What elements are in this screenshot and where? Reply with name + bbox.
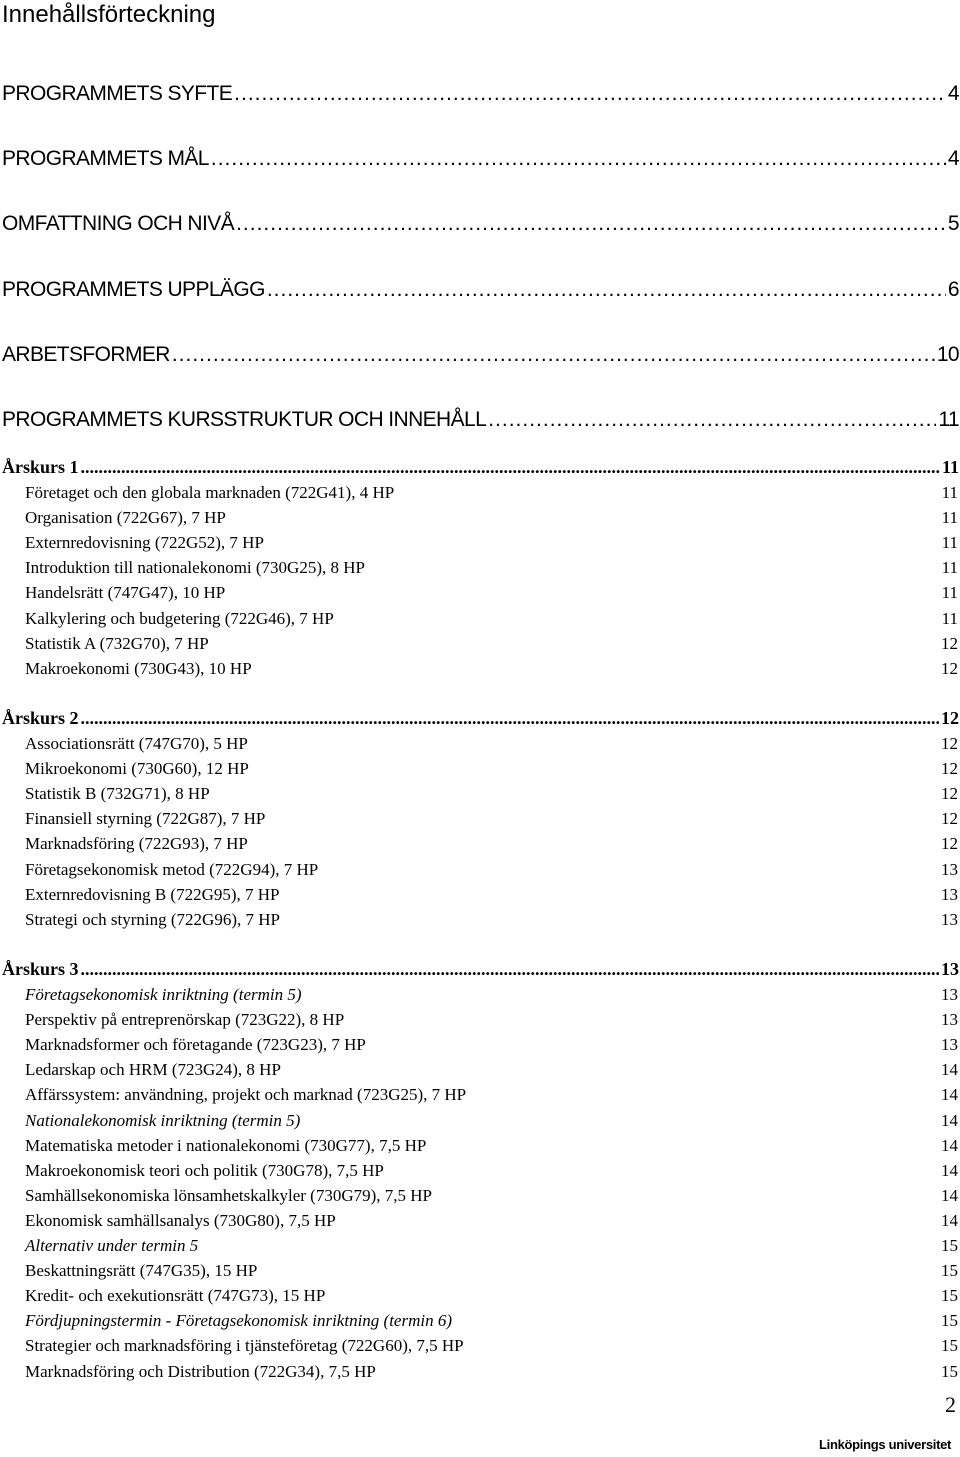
toc-entry-page: 14: [941, 1085, 958, 1105]
toc-course[interactable]: [25, 885, 958, 905]
toc-entry-label: Statistik A (732G70), 7 HP: [25, 633, 209, 653]
toc-entry-label: Beskattningsrätt (747G35), 15 HP: [25, 1261, 258, 1281]
toc-entry-page: 12: [941, 734, 958, 753]
toc-entry-page: 15: [941, 1336, 958, 1356]
toc-section[interactable]: [2, 343, 959, 367]
toc-course[interactable]: [25, 1085, 958, 1105]
toc-entry-label: Alternativ under termin 5: [25, 1236, 199, 1255]
toc-entry-label: Årskurs 3: [2, 959, 79, 979]
toc-course[interactable]: [25, 860, 958, 880]
toc-entry-label: Organisation (722G67), 7 HP: [25, 508, 226, 528]
toc-course[interactable]: [25, 533, 958, 553]
page-number: 2: [945, 1392, 956, 1417]
toc-entry-page: 13: [941, 884, 958, 904]
toc-course[interactable]: [25, 558, 958, 578]
toc-entry-label: Introduktion till nationalekonomi (730G25), 8 HP: [25, 558, 365, 578]
toc-entry-label: Företaget och den globala marknaden (722G41), 4 HP: [25, 483, 395, 502]
toc-entry-label: Makroekonomisk teori och politik (730G78), 7,5 HP: [25, 1160, 384, 1180]
toc-subheading[interactable]: [25, 1236, 958, 1256]
toc-entry-label: Nationalekonomisk inriktning (termin 5): [25, 1110, 301, 1130]
toc-subheading[interactable]: [25, 1311, 958, 1331]
toc-course[interactable]: [25, 609, 958, 629]
toc-entry-page: 11: [941, 558, 958, 578]
toc-entry-label: Makroekonomi (730G43), 10 HP: [25, 658, 252, 678]
toc-section[interactable]: [2, 278, 959, 302]
toc-entry-page: 11: [941, 583, 958, 603]
toc-entry-label: Ledarskap och HRM (723G24), 8 HP: [25, 1060, 281, 1080]
toc-course[interactable]: [25, 784, 958, 804]
toc-entry-label: Handelsrätt (747G47), 10 HP: [25, 583, 226, 603]
toc-entry-page: 14: [941, 1060, 958, 1080]
toc-course[interactable]: [25, 1286, 958, 1306]
toc-course[interactable]: [25, 1136, 958, 1156]
toc-course[interactable]: [25, 483, 958, 503]
toc-entry-page: 4: [947, 147, 959, 170]
toc-entry-page: 14: [941, 1135, 958, 1155]
toc-entry-page: 11: [941, 483, 958, 502]
toc-course[interactable]: [25, 659, 958, 679]
toc-entry-label: PROGRAMMETS UPPLÄGG: [2, 278, 265, 301]
toc-entry-page: 12: [941, 759, 958, 779]
toc-entry-label: Associationsrätt (747G70), 5 HP: [25, 734, 248, 753]
toc-course[interactable]: [25, 1336, 958, 1356]
toc-entry-label: Ekonomisk samhällsanalys (730G80), 7,5 HP: [25, 1210, 336, 1230]
toc-section[interactable]: [2, 147, 959, 171]
toc-entry-page: 5: [947, 212, 959, 235]
toc-entry-page: 10: [936, 343, 959, 366]
toc-course[interactable]: [25, 834, 958, 854]
dot-leader: [172, 343, 935, 367]
toc-entry-label: Kalkylering och budgetering (722G46), 7 HP: [25, 608, 334, 628]
toc-entry-label: Marknadsföring och Distribution (722G34), 7,5 HP: [25, 1361, 376, 1381]
toc-course[interactable]: [25, 910, 958, 930]
toc-entry-label: Statistik B (732G71), 8 HP: [25, 784, 210, 804]
toc-section[interactable]: [2, 408, 959, 432]
dot-leader: [236, 212, 946, 236]
dot-leader: [81, 959, 939, 980]
toc-entry-label: Kredit- och exekutionsrätt (747G73), 15 HP: [25, 1286, 326, 1306]
toc-course[interactable]: [25, 508, 958, 528]
toc-entry-page: 15: [941, 1361, 958, 1381]
toc-entry-label: Företagsekonomisk inriktning (termin 5): [25, 985, 302, 1004]
toc-entry-label: PROGRAMMETS KURSSTRUKTUR OCH INNEHÅLL: [2, 408, 487, 431]
toc-entry-page: 12: [941, 834, 958, 854]
toc-entry-label: Samhällsekonomiska lönsamhetskalkyler (730G79), 7,5 HP: [25, 1185, 433, 1205]
toc-entry-label: Marknadsföring (722G93), 7 HP: [25, 834, 248, 854]
toc-entry-page: 14: [941, 1110, 958, 1130]
toc-entry-page: 11: [941, 508, 958, 528]
university-logo: Linköpings universitet: [819, 1437, 952, 1452]
toc-year[interactable]: [2, 457, 959, 478]
toc-course[interactable]: [25, 634, 958, 654]
toc-entry-page: 13: [941, 1010, 958, 1030]
toc-entry-label: ARBETSFORMER: [2, 343, 170, 366]
toc-entry-label: Finansiell styrning (722G87), 7 HP: [25, 809, 266, 829]
toc-entry-label: Strategier och marknadsföring i tjänsteföretag (722G60), 7,5 HP: [25, 1336, 464, 1356]
toc-entry-page: 13: [941, 985, 958, 1004]
toc-entry-page: 13: [941, 859, 958, 879]
toc-course[interactable]: [25, 1211, 958, 1231]
dot-leader: [488, 408, 936, 432]
toc-entry-label: PROGRAMMETS MÅL: [2, 147, 209, 170]
toc-year[interactable]: [2, 708, 959, 729]
toc-entry-page: 11: [941, 457, 959, 477]
toc-course[interactable]: [25, 1362, 958, 1382]
toc-course[interactable]: [25, 1010, 958, 1030]
toc-entry-label: Perspektiv på entreprenörskap (723G22), 8 HP: [25, 1010, 345, 1030]
toc-entry-page: 11: [941, 608, 958, 628]
toc-section[interactable]: [2, 82, 959, 106]
page-title: Innehållsförteckning: [2, 1, 216, 28]
toc-entry-label: Marknadsformer och företagande (723G23), 7 HP: [25, 1035, 366, 1055]
dot-leader: [211, 147, 946, 171]
dot-leader: [234, 82, 946, 106]
toc-course[interactable]: [25, 809, 958, 829]
toc-entry-page: 11: [938, 408, 959, 431]
toc-year[interactable]: [2, 959, 959, 980]
toc-entry-page: 6: [947, 278, 959, 301]
toc-entry-page: 4: [947, 82, 959, 105]
toc-entry-page: 12: [941, 784, 958, 804]
toc-entry-page: 12: [941, 658, 958, 678]
toc-entry-label: OMFATTNING OCH NIVÅ: [2, 212, 235, 235]
toc-entry-page: 15: [941, 1286, 958, 1306]
toc-subheading[interactable]: [25, 985, 958, 1005]
toc-entry-page: 14: [941, 1160, 958, 1180]
toc-course[interactable]: [25, 759, 958, 779]
toc-entry-page: 13: [941, 1035, 958, 1055]
toc-course[interactable]: [25, 583, 958, 603]
toc-course[interactable]: [25, 1186, 958, 1206]
toc-subheading[interactable]: [25, 1111, 958, 1131]
dot-leader: [81, 708, 939, 729]
toc-entry-label: Strategi och styrning (722G96), 7 HP: [25, 909, 280, 929]
toc-entry-page: 12: [941, 633, 958, 653]
toc-entry-page: 15: [941, 1311, 958, 1331]
toc-entry-page: 15: [941, 1236, 958, 1255]
toc-entry-page: 13: [941, 959, 959, 979]
toc-entry-page: 14: [941, 1210, 958, 1230]
dot-leader: [267, 278, 946, 302]
toc-course[interactable]: [25, 734, 958, 754]
toc-entry-page: 11: [941, 533, 958, 553]
toc-entry-page: 12: [941, 809, 958, 829]
toc-entry-page: 12: [941, 708, 959, 728]
toc-course[interactable]: [25, 1161, 958, 1181]
toc-entry-label: Fördjupningstermin - Företagsekonomisk inriktning (termin 6): [25, 1311, 452, 1331]
toc-section[interactable]: [2, 212, 959, 236]
toc-course[interactable]: [25, 1060, 958, 1080]
toc-entry-label: Mikroekonomi (730G60), 12 HP: [25, 759, 249, 779]
toc-entry-page: 15: [941, 1261, 958, 1281]
toc-entry-label: Årskurs 1: [2, 457, 79, 477]
toc-entry-label: Externredovisning B (722G95), 7 HP: [25, 884, 280, 904]
toc-entry-label: PROGRAMMETS SYFTE: [2, 82, 233, 105]
dot-leader: [81, 457, 940, 478]
toc-course[interactable]: [25, 1261, 958, 1281]
toc-entry-label: Årskurs 2: [2, 708, 79, 728]
toc-entry-page: 14: [941, 1185, 958, 1205]
toc-entry-page: 13: [941, 909, 958, 929]
toc-entry-label: Företagsekonomisk metod (722G94), 7 HP: [25, 859, 319, 879]
toc-course[interactable]: [25, 1035, 958, 1055]
toc-entry-label: Matematiska metoder i nationalekonomi (730G77), 7,5 HP: [25, 1135, 427, 1155]
toc-entry-label: Externredovisning (722G52), 7 HP: [25, 533, 264, 553]
toc-entry-label: Affärssystem: användning, projekt och marknad (723G25), 7 HP: [25, 1085, 467, 1105]
